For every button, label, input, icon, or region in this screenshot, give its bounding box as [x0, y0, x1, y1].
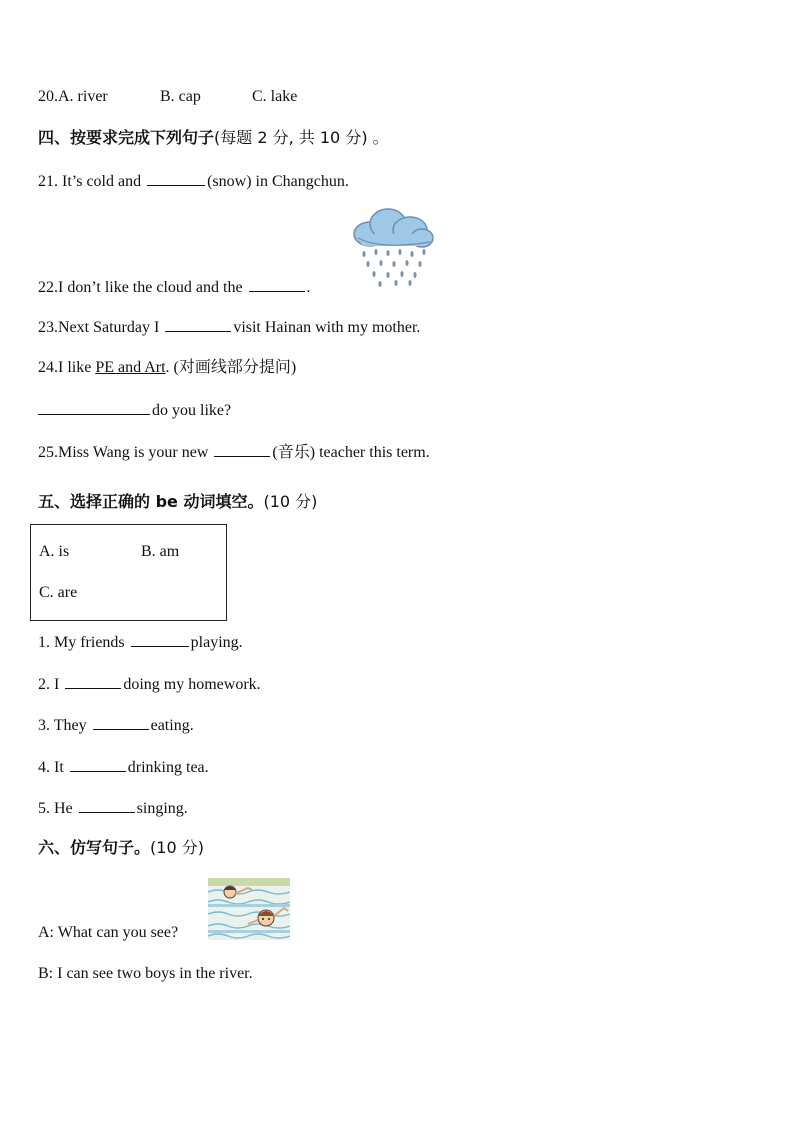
dialog-line-a: A: What can you see? — [38, 924, 179, 941]
question-text: eating. — [150, 717, 194, 734]
options-row-1 — [39, 543, 179, 561]
question-text: . It’s cold and — [54, 173, 142, 190]
question-23 — [38, 316, 420, 338]
option-c: C. lake — [252, 88, 298, 105]
section-6-heading — [38, 838, 204, 858]
section-title: 五、选择正确的 be 动词填空。 — [38, 492, 264, 511]
question-number: 20. — [38, 88, 58, 105]
question-24-answer-line — [38, 399, 231, 421]
question-text: 22.I don’t like the cloud and the — [38, 279, 243, 296]
option-b: B. am — [141, 543, 180, 560]
question-text: drinking tea. — [127, 759, 209, 776]
s5-question-1 — [38, 631, 243, 653]
answer-blank[interactable] — [147, 170, 205, 186]
s5-question-2 — [38, 673, 261, 695]
rain-cloud-icon — [350, 206, 436, 288]
question-text: . (对画线部分提问) — [165, 359, 297, 376]
answer-blank[interactable] — [214, 441, 270, 457]
answer-blank[interactable] — [93, 714, 149, 730]
section-4-heading — [38, 128, 389, 148]
section-points: (每题 2 分, 共 10 分) 。 — [214, 128, 389, 147]
question-text: (音乐) teacher this term. — [272, 444, 430, 461]
question-text: 24.I like — [38, 359, 92, 376]
question-text: singing. — [136, 800, 188, 817]
question-text: 1. My friends — [38, 634, 125, 651]
answer-blank[interactable] — [79, 797, 135, 813]
section-title: 六、仿写句子。 — [38, 838, 151, 857]
answer-blank[interactable] — [70, 756, 126, 772]
dialog-line-b: B: I can see two boys in the river. — [38, 965, 253, 982]
question-text: do you like? — [152, 402, 232, 419]
question-text: 2. I — [38, 676, 60, 693]
question-number: 21 — [38, 173, 54, 190]
question-text: doing my homework. — [123, 676, 261, 693]
options-box — [30, 524, 227, 621]
option-b: B. cap — [160, 88, 201, 105]
question-text: 3. They — [38, 717, 87, 734]
question-20 — [38, 87, 297, 107]
question-text: visit Hainan with my mother. — [233, 319, 421, 336]
question-22 — [38, 276, 311, 298]
dialog-answer — [38, 964, 253, 984]
question-24 — [38, 358, 296, 378]
question-21 — [38, 170, 349, 192]
section-points: (10 分) — [150, 838, 204, 857]
dialog-question — [38, 923, 178, 943]
option-a: A. is — [39, 543, 70, 560]
question-text: 25.Miss Wang is your new — [38, 444, 209, 461]
question-text: playing. — [190, 634, 243, 651]
s5-question-4 — [38, 756, 209, 778]
question-text: 23.Next Saturday I — [38, 319, 160, 336]
question-text: (snow) in Changchun. — [207, 173, 349, 190]
s5-question-5 — [38, 797, 188, 819]
question-text: 4. It — [38, 759, 64, 776]
option-c: C. are — [39, 584, 78, 601]
section-points: (10 分) — [263, 492, 318, 511]
question-text: . — [306, 279, 311, 296]
section-title: 四、按要求完成下列句子 — [38, 128, 215, 147]
question-text: 5. He — [38, 800, 73, 817]
question-25 — [38, 441, 430, 463]
answer-blank[interactable] — [249, 276, 305, 292]
option-a: A. river — [58, 88, 108, 105]
options-row-2 — [39, 584, 77, 602]
section-5-heading — [38, 492, 317, 512]
s5-question-3 — [38, 714, 194, 736]
underlined-phrase: PE and Art — [95, 359, 166, 376]
answer-blank[interactable] — [38, 399, 150, 415]
answer-blank[interactable] — [165, 316, 231, 332]
swimming-boys-picture — [208, 878, 290, 940]
answer-blank[interactable] — [65, 673, 121, 689]
answer-blank[interactable] — [131, 631, 189, 647]
